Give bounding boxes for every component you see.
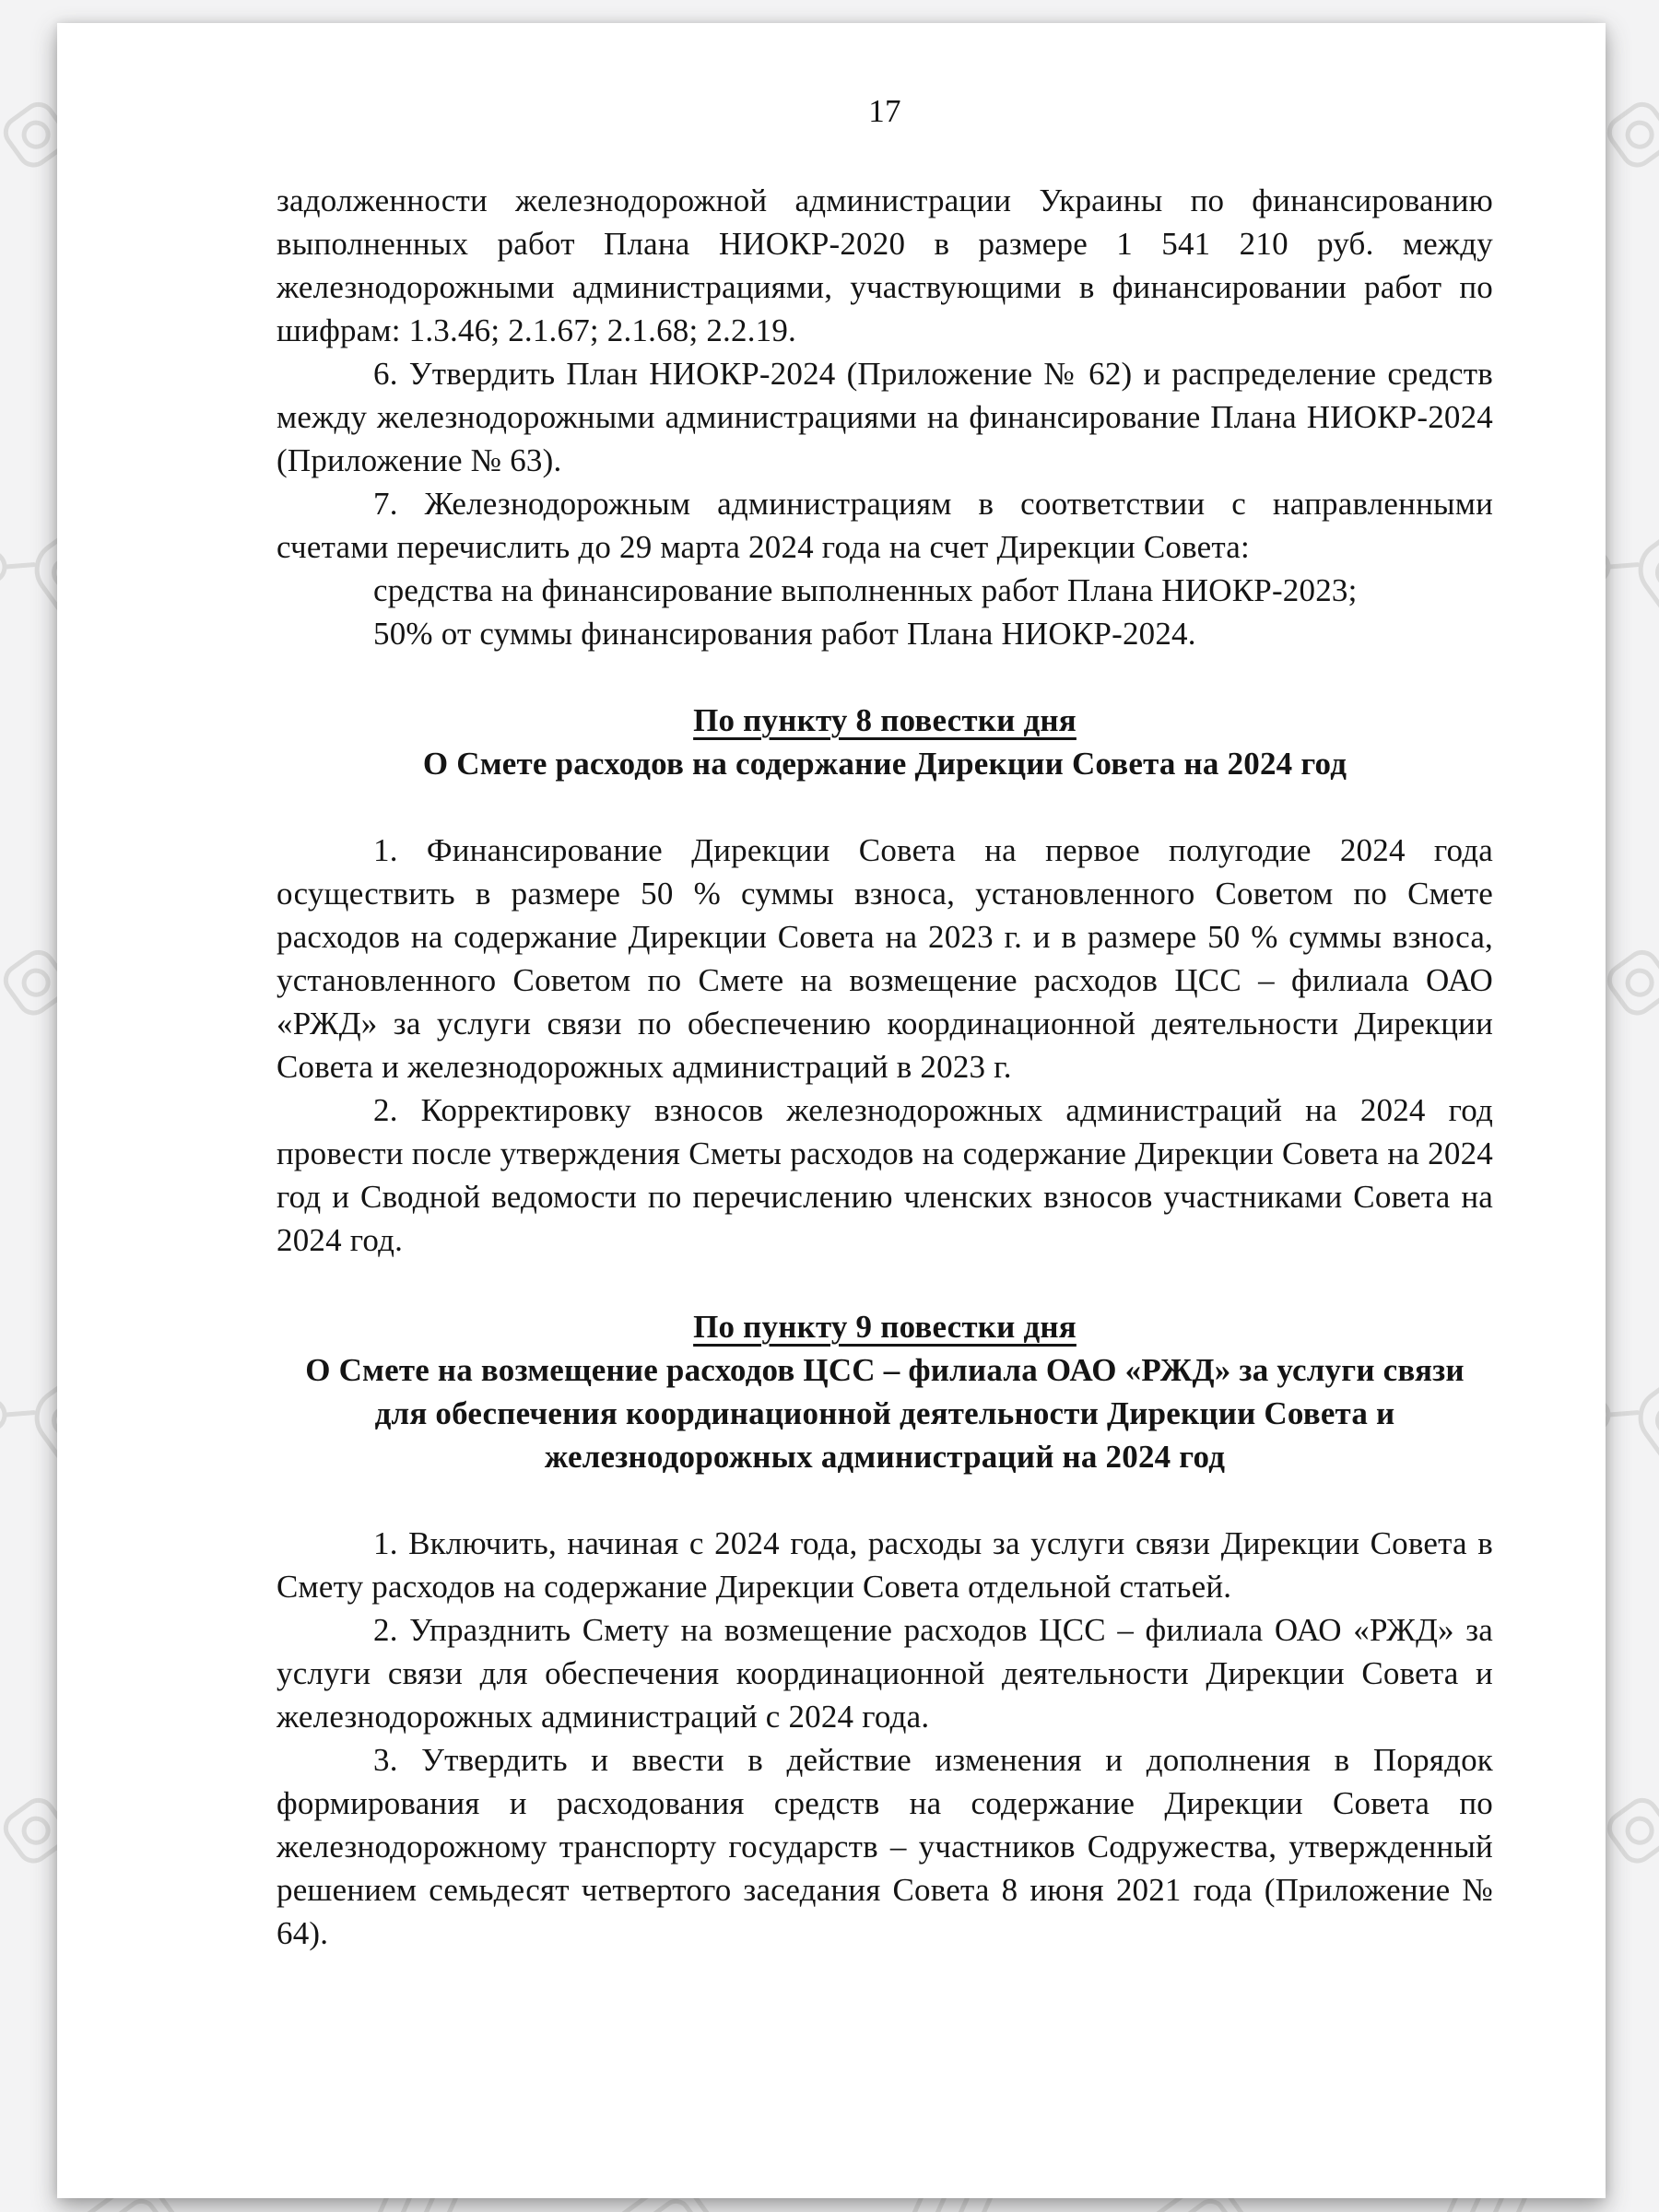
agenda-item-8-subject: О Смете расходов на содержание Дирекции Совета на 2024 год: [422, 746, 1347, 782]
page-content: [57, 23, 1606, 1955]
list-line-funds-2024: 50% от суммы финансирования работ Плана НИОКР-2024.: [373, 616, 1196, 652]
list-line-funds-2023: средства на финансирование выполненных работ Плана НИОКР-2023;: [373, 572, 1358, 608]
page-number: 17: [868, 93, 901, 129]
paragraph-item-7: 7. Железнодорожным администрациям в соответствии с направленными счетами перечислить до 29 марта 2024 года на счет Дирекции Совета:: [276, 486, 1493, 565]
paragraph-8-1: 1. Финансирование Дирекции Совета на первое полугодие 2024 года осуществить в размере 50 % суммы взноса, установленного Советом по Смете расходов на содержание Дирекции Совета на 2023 г. и в размере 50 % суммы взноса, установленного Советом по Смете на возмещение расходов ЦСС – филиала ОАО «РЖД» за услуги связи по обеспечению координационной деятельности Дирекции Совета и железнодорожных администраций в 2023 г.: [276, 832, 1493, 1085]
document-page: [57, 23, 1606, 2198]
paragraph-9-2: 2. Упразднить Смету на возмещение расходов ЦСС – филиала ОАО «РЖД» за услуги связи для обеспечения координационной деятельности Дирекции Совета и железнодорожных администраций с 2024 года.: [276, 1612, 1493, 1735]
paragraph-9-3: 3. Утвердить и ввести в действие изменения и дополнения в Порядок формирования и расходования средств на содержание Дирекции Совета по железнодорожному транспорту государств – участников Содружества, утвержденный решением семьдесят четвертого заседания Совета 8 июня 2021 года (Приложение № 64).: [276, 1742, 1493, 1951]
paragraph-9-1: 1. Включить, начиная с 2024 года, расходы за услуги связи Дирекции Совета в Смету расходов на содержание Дирекции Совета отдельной статьей.: [276, 1525, 1493, 1605]
agenda-item-9-heading: [276, 1305, 1493, 1348]
agenda-item-9-heading-text: По пункту 9 повестки дня: [693, 1309, 1077, 1345]
agenda-item-8-heading-text: По пункту 8 повестки дня: [693, 702, 1077, 738]
agenda-item-8-heading: [276, 699, 1493, 742]
paragraph-debt-continuation: задолженности железнодорожной администрации Украины по финансированию выполненных работ Плана НИОКР-2020 в размере 1 541 210 руб. между железнодорожными администрациями, участвующими в финансировании работ по шифрам: 1.3.46; 2.1.67; 2.1.68; 2.2.19.: [276, 182, 1493, 348]
paragraph-item-6: 6. Утвердить План НИОКР-2024 (Приложение № 62) и распределение средств между железнодорожными администрациями на финансирование Плана НИОКР-2024 (Приложение № 63).: [276, 356, 1493, 478]
paragraph-8-2: 2. Корректировку взносов железнодорожных администраций на 2024 год провести после утверждения Сметы расходов на содержание Дирекции Совета на 2024 год и Сводной ведомости по перечислению членских взносов участниками Совета на 2024 год.: [276, 1092, 1493, 1258]
agenda-item-9-subject: О Смете на возмещение расходов ЦСС – филиала ОАО «РЖД» за услуги связи для обеспечения координационной деятельности Дирекции Совета и железнодорожных администраций на 2024 год: [305, 1352, 1465, 1475]
